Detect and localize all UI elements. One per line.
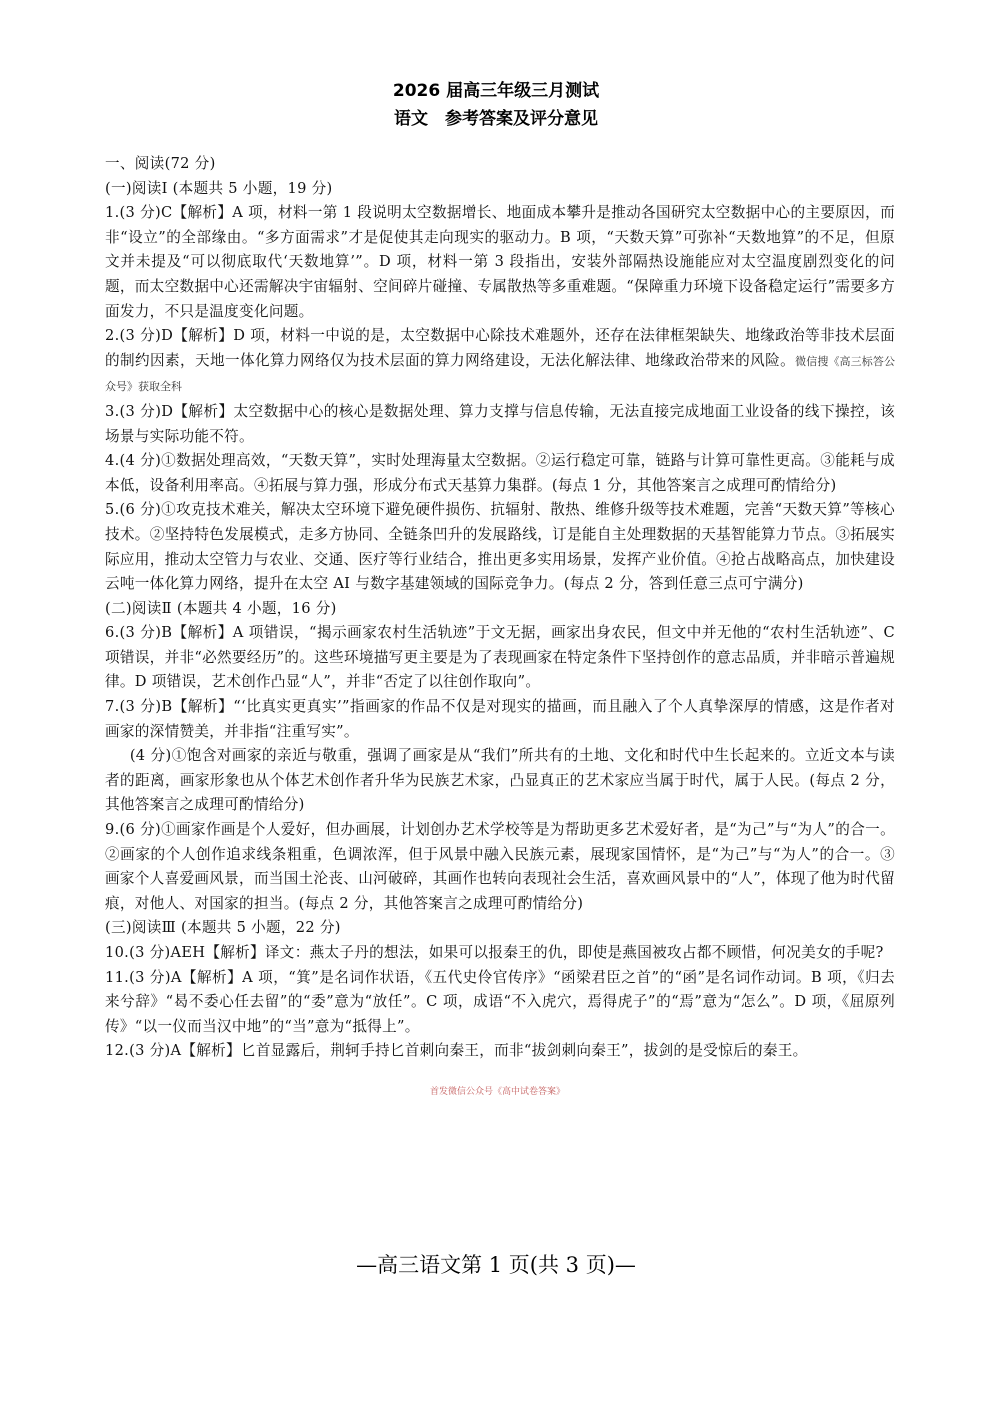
section-heading: 一、阅读(72 分)	[105, 155, 216, 172]
page-footer: —高三语文第 1 页(共 3 页)—	[356, 1253, 636, 1277]
answer-item: 9.(6 分)①画家作画是个人爱好，但办画展，计划创办艺术学校等是为帮助更多艺术爱好者，是“为己”与“为人”的合一。②画家的个人创作追求线条粗重，色调浓浑，但于风景中融入民族元素，展现家国情怀，是“为己”与“为人”的合一。③画家个人喜爱画风景，而当国土沦丧、山河破碎，其画作也转向表现社会生活，喜欢画风景中的“人”，体现了他为时代留痕，对他人、对国家的担当。(每点 2 分，其他答案言之成理可酌情给分)	[105, 821, 896, 912]
subsection-heading: (一)阅读Ⅰ (本题共 5 小题，19 分)	[105, 179, 333, 197]
answer-item: 4.(4 分)①数据处理高效，“天数天算”，实时处理海量太空数据。②运行稳定可靠，链路与计算可靠性更高。③能耗与成本低，设备利用率高。④拓展与算力强，形成分布式天基算力集群。(每点 1 分，其他答案言之成理可酌情给分)	[105, 452, 895, 494]
answer-item: (4 分)①饱含对画家的亲近与敬重，强调了画家是从“我们”所共有的土地、文化和时代中生长起来的。立近文本与读者的距离，画家形象也从个体艺术创作者升华为民族艺术家，凸显真正的艺术家应当属于时代，属于人民。(每点 2 分，其他答案言之成理可酌情给分)	[105, 747, 895, 814]
answer-item: 1.(3 分)C【解析】A 项，材料一第 1 段说明太空数据增长、地面成本攀升是推动各国研究太空数据中心的主要原因，而非“设立”的全部缘由。“多方面需求”才是促使其走向现实的驱动力。B 项，“天数天算”可弥补“天数地算”的不足，但原文并未提及“可以彻底取代‘天数地算’”。D 项，材料一第 3 段指出，安装外部隔热设施能应对太空温度剧烈变化的问题，而太空数据中心还需解决宇宙辐射、空间碎片碰撞、专属散热等多重难题。“保障重力环境下设备稳定运行”需要多方面发力，不只是温度变化问题。	[105, 204, 896, 320]
answer-item: 10.(3 分)AEH【解析】译文：燕太子丹的想法，如果可以报秦王的仇，即使是燕国被攻占都不顾惜，何况美女的手呢?	[105, 944, 884, 961]
page-subtitle: 语文 参考答案及评分意见	[394, 109, 598, 129]
answer-item: 5.(6 分)①攻克技术难关，解决太空环境下避免硬件损伤、抗辐射、散热、维修升级等技术难题，完善“天数天算”等核心技术。②坚持特色发展模式，走多方协同、全链条凹升的发展路线，订是能自主处理数据的天基智能算力节点。③拓展实际应用，推动太空管力与农业、交通、医疗等行业结合，推出更多实用场景，发挥产业价值。④抢占战略高点，加快建设云吨一体化算力网络，提升在太空 AI 与数字基建领域的国际竞争力。(每点 2 分，答到任意三点可宁满分)	[105, 501, 895, 593]
watermark: 首发微信公众号《高中试卷答案》	[430, 1087, 566, 1097]
subsection-heading: (三)阅读Ⅲ (本题共 5 小题，22 分)	[105, 919, 341, 937]
answer-content	[105, 152, 895, 1064]
answer-item: 7.(3 分)B【解析】“‘比真实更真实’”指画家的作品不仅是对现实的描画，而且融入了个人真挚深厚的情感，这是作者对画家的深情赞美，并非指“注重写实”。	[105, 698, 895, 740]
answer-item: 3.(3 分)D【解析】太空数据中心的核心是数据处理、算力支撑与信息传输，无法直接完成地面工业设备的线下操控，该场景与实际功能不符。	[105, 402, 895, 445]
answer-item: 2.(3 分)D【解析】D 项，材料一中说的是，太空数据中心除技术难题外，还存在法律框架缺失、地缘政治等非技术层面的制约因素，天地一体化算力网络仅为技术层面的算力网络建设，无法化解法律、地缘政治带来的风险。微信搜《高三标答公众号》获取全科	[105, 327, 895, 394]
answer-item: 6.(3 分)B【解析】A 项错误，“揭示画家农村生活轨迹”于文无据，画家出身农民，但文中并无他的“农村生活轨迹”、C 项错误，并非“必然要经历”的。这些环境描写更主要是为了表现画家在特定条件下坚持创作的意志品质，并非暗示普遍规律。D 项错误，艺术创作凸显“人”，并非“否定了以往创作取向”。	[105, 624, 896, 691]
inline-note: 微信搜《高三标答公众号》获取全科	[105, 354, 895, 394]
page-title: 2026 届高三年级三月测试	[392, 81, 600, 101]
subsection-heading: (二)阅读Ⅱ (本题共 4 小题，16 分)	[105, 599, 337, 617]
answer-item: 11.(3 分)A【解析】A 项，“箕”是名词作状语，《五代史伶官传序》“函梁君臣之首”的“函”是名词作动词。B 项，《归去来兮辞》“曷不委心任去留”的“委”意为“放任”。C 项，成语“不入虎穴，焉得虎子”的“焉”意为“怎么”。D 项，《屈原列传》“以一仪而当汉中地”的“当”意为“抵得上”。	[105, 968, 895, 1035]
answer-item: 12.(3 分)A【解析】匕首显露后，荆轲手持匕首刺向秦王，而非“拔剑刺向秦王”，拔剑的是受惊后的秦王。	[105, 1042, 808, 1060]
